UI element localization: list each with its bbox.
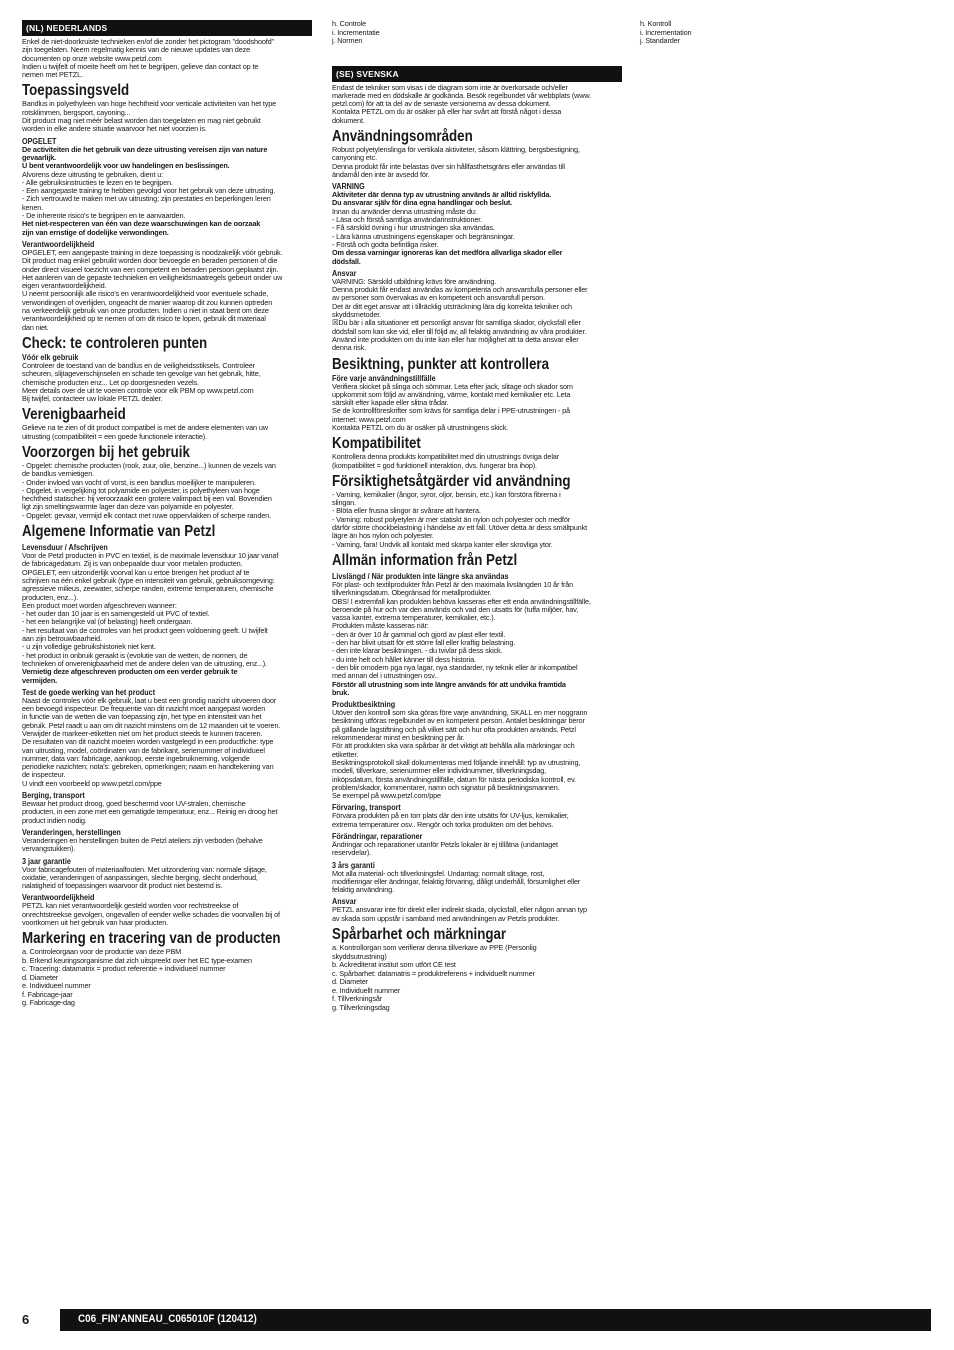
- warning-text: Vernietig deze afgeschreven producten om een verder gebruik te vermijden.: [22, 667, 238, 685]
- intro-text: Enkel de niet-doorkruiste technieken en/of die zonder het pictogram "doodshoofd" zijn toegelaten. Neem regelmatig kennis van de nieuwe updates van deze documenten op onze website www.petzl.com Indien u twijfelt of moeite heeft om het te begrijpen, gelieve dan contact op te nemen met PETZL.: [22, 37, 274, 80]
- document-code: C06_FIN’ANNEAU_C065010F (120412): [78, 1313, 257, 1325]
- subheading: Veranderingen, herstellingen: [22, 827, 121, 837]
- paragraph: VARNING: Särskild utbildning krävs före användning. Denna produkt får endast användas av kompetenta och ansvarsfulla personer eller av personer som övervakas av en kompetent och ansvarsfull person. Det är ditt eget ansvar att i tillräcklig utsträckning lära dig korrekta tekniker och skyddsmetoder. ☒Du bär i alla situationer ett personligt ansvar för samtliga skador, olycksfall eller dödsfall som kan ske vid, eller till följd av, all felaktig användning av våra produkter. Använd inte produkten om du inte kan eller har möjlighet att ta detta ansvar eller denna risk.: [332, 276, 588, 353]
- warning-text: Aktiviteter där denna typ av utrustning används är alltid riskfyllda. Du ansvarar själv för dina egna handlingar och beslut.: [332, 190, 552, 208]
- marking-list: a. Kontrollorgan som verifierar denna tillverkare av PPE (Personlig skyddsutrustning) b. Ackrediterat institut som utfört CE test c. Spårbarhet: datamatris = produktreferens + individuellt nummer d. Diameter e. Individuellt nummer f. Tillverkningsår g. Tillverkningsdag: [332, 943, 537, 1012]
- section-title: Markering en tracering van de producten: [22, 930, 281, 948]
- column-dutch: [22, 18, 312, 1008]
- subheading: Vóór elk gebruik: [22, 352, 79, 362]
- paragraph: Robust polyetylenslinga för vertikala aktiviteter, såsom klättring, bergsbestigning, canyoning etc. Denna produkt får inte belastas över sin hållfasthetsgräns eller användas till ändamål den inte är avsedd för.: [332, 144, 580, 179]
- subheading: Livslängd / När produkten inte längre ska användas: [332, 571, 509, 581]
- page-number: 6: [22, 1312, 30, 1327]
- section-title: Verenigbaarheid: [22, 406, 126, 424]
- paragraph: Förvara produkten på en torr plats där den inte utsätts för UV-ljus, kemikalier, extrema temperaturer osv.. Rengör och torka produkten om det behövs.: [332, 811, 569, 829]
- paragraph: Alvorens deze uitrusting te gebruiken, dient u: - Alle gebruiksinstructies te lezen en te begrijpen. - Een aangepaste training te hebben gevolgd voor het gebruik van deze uitrusting. - Zich vertrouwd te maken met uw uitrusting; zijn prestaties en beperkingen leren kenen. - De inherente risico's te begrijpen en te aanvaarden.: [22, 169, 276, 221]
- subheading: Produktbesiktning: [332, 700, 396, 710]
- subheading: Test de goede werking van het product: [22, 687, 156, 697]
- paragraph: - Opgelet: chemische producten (rook, zuur, olie, benzine...) kunnen de vezels van de bandlus vernietigen. - Onder invloed van vocht of vorst, is een bandlus moeilijker te manipuleren. - Opgelet, in vergelijking tot polyamide en polyester, is polyethyleen van hoge hechtheid statischer: hij veroorzaakt een grotere valimpact bij een val. Bovendien ligt zijn smeltingswarmte lager dan deze van polyamide en polyester. - Opgelet: gevaar, vermijd elk contact met ruwe oppervlakken of scherpe randen.: [22, 460, 276, 520]
- page-footer: [22, 1309, 931, 1331]
- paragraph: Innan du använder denna utrustning måste du: - Läsa och förstå samtliga användarinstruktioner. - Få särskild övning i hur utrustningen ska användas. - Lära känna utrustningens egenskaper och begränsningar. - Förstå och godta befintliga risker.: [332, 206, 515, 249]
- warning-text: De activiteiten die het gebruik van deze uitrusting vereisen zijn van nature gevaarlijk. U bent verantwoordelijk voor uw handelingen en beslissingen.: [22, 144, 268, 171]
- paragraph: Ändringar och reparationer utanför Petzls lokaler är ej tillåtna (undantaget reservdelar).: [332, 839, 558, 858]
- section-title: Spårbarhet och märkningar: [332, 926, 507, 944]
- marking-list-continued: h. Controle i. Incrementatie j. Normen: [332, 19, 380, 45]
- subheading: Före varje användningstillfälle: [332, 373, 436, 383]
- paragraph: Voor fabricagefouten of materiaalfouten. Met uitzondering van: normale slijtage, oxidatie, veranderingen of aanpassingen, slechte berging, slecht onderhoud, nalatigheid of toepassingen waarvoor dit product niet bestemd is.: [22, 864, 267, 891]
- section-title: Allmän information från Petzl: [332, 551, 518, 569]
- section-title: Voorzorgen bij het gebruik: [22, 443, 190, 461]
- paragraph: Veranderingen en herstellingen buiten de Petzl ateliers zijn verboden (behalve vervangstukken).: [22, 835, 263, 854]
- section-title: Besiktning, punkter att kontrollera: [332, 355, 550, 373]
- subheading: Levensduur / Afschrijven: [22, 543, 108, 553]
- subheading: 3 jaar garantie: [22, 856, 71, 866]
- column-continuation: [640, 20, 930, 46]
- subheading: Verantwoordelijkheid: [22, 893, 95, 903]
- paragraph: Naast de controles vóór elk gebruik, laat u best een grondig nazicht uitvoeren door een bevoegd inspecteur. De frequentie van dit nazicht moet aangepast worden in functie van de wetten die van toepassing zijn, het type en intensiteit van het gebruik. Petzl raadt u aan om dit nazicht minstens om de 12 maanden uit te voeren. Verwijder de markeer-etiketten niet om het product steeds te kunnen traceren. De resultaten van dit nazicht moeten worden vastgelegd in een productfiche: type van uitrusting, model, coördinaten van de fabrikant, serienummer of individueel nummer, data van: fabricage, aankoop, eerste ingebruikneming, volgende periodieke nazichten; nota's: gebreken, opmerkingen; naam en handtekening van de inspecteur. U vindt een voorbeeld op www.petzl.com/ppe: [22, 695, 281, 788]
- paragraph: PETZL ansvarar inte för direkt eller indirekt skada, olycksfall, eller någon annan typ av skada som uppstår i samband med användningen av Petzls produkter.: [332, 905, 587, 923]
- paragraph: Gelieve na te zien of dit product compatibel is met de andere elementen van uw uitrusting (compatibiliteit = een goede functionele interactie).: [22, 423, 268, 441]
- subheading: OPGELET: [22, 136, 57, 146]
- paragraph: Voor de Petzl producten in PVC en textiel, is de maximale levensduur 10 jaar vanaf de fabricagedatum. Zij is van onbepaalde duur voor metalen producten. OPGELET, een uitzonderlijk voorval kan u ertoe brengen het product af te schrijven na één enkel gebruik (type en intensiteit van gebruik, gebruiksomgeving: agressieve milieus, zeewater, scherpe randen, extreme temperaturen, chemische producten, enz...). Een product moet worden afgeschreven wanneer: - het ouder dan 10 jaar is en samengesteld uit PVC of textiel. - het een belangrijke val (of belasting) heeft ondergaan. - het resultaat van de controles van het product geen voldoening geeft. U twijfelt aan zijn betrouwbaarheid. - u zijn volledige gebruikshistoriek niet kent. - het product in onbruik geraakt is (evolutie van de wetten, de normen, de technieken of onverenigbaarheid met de andere delen van de uitrusting, enz...).: [22, 551, 279, 668]
- subheading: Förvaring, transport: [332, 803, 401, 813]
- marking-list-continued: h. Kontroll i. Incrementation j. Standarder: [640, 19, 692, 45]
- paragraph: Bandlus in polyethyleen van hoge hechtheid voor verticale activiteiten van het type rotsklimmen, bergsport, cayoning... Dit product mag niet méér belast worden dan toegelaten en mag niet gebruikt worden in elke andere situatie waarvoor het niet voorzien is.: [22, 99, 277, 134]
- subheading: 3 års garanti: [332, 860, 375, 870]
- subheading: Förändringar, reparationer: [332, 831, 423, 841]
- warning-text: Om dessa varningar ignoreras kan det medföra allvarliga skador eller dödsfall.: [332, 248, 563, 266]
- subheading: Ansvar: [332, 268, 357, 278]
- intro-text: Endast de tekniker som visas i de diagram som inte är överkorsade och/eller markerade med en dödskalle är godkända. Besök regelbundet vår webbplats (www. petzl.com) för att ta del av de senaste versionerna av dessa dokument. Kontakta PETZL om du är osäker på eller har svårt att förstå något i dessa dokument.: [332, 82, 591, 125]
- language-header-se: (SE) SVENSKA: [332, 66, 622, 82]
- subheading: Ansvar: [332, 897, 357, 907]
- section-title: Kompatibilitet: [332, 435, 421, 453]
- paragraph: - Varning, kemikalier (ångor, syror, oljor, bensin, etc.) kan förstöra fibrerna i slingan. - Blöta eller frusna slingor är svårare att hantera. - Varning: robust polyetylen är mer statiskt än nylon och polyester och medför därför större chockbelastning i händelse av ett fall. Utöver detta är dess smältpunkt lägre än hos nylon och polyester. - Varning, fara! Undvik all kontakt med skarpa kanter eller skrovliga ytor.: [332, 489, 587, 549]
- section-title: Försiktighetsåtgärder vid användning: [332, 472, 571, 490]
- subheading: VARNING: [332, 182, 365, 192]
- language-header-nl: (NL) NEDERLANDS: [22, 20, 312, 36]
- warning-text: Förstör all utrustning som inte längre används för att undvika framtida bruk.: [332, 679, 566, 697]
- paragraph: PETZL kan niet verantwoordelijk gesteld worden voor rechtstreekse of onrechtstreekse gevolgen, ongevallen of eender welke schades die voorvallen bij of voortkomen uit het gebruik van haar producten.: [22, 901, 280, 928]
- section-title: Användningsområden: [332, 127, 473, 145]
- paragraph: Bewaar het product droog, goed beschermd voor UV-stralen, chemische producten, in een zone met een gematigde temperatuur, enz... Reinig en droog het product indien nodig.: [22, 799, 278, 825]
- column-swedish: [332, 20, 622, 1012]
- paragraph: Verifiera skicket på slinga och sömmar. Leta efter jack, slitage och skador som uppkommit som följd av användning, värme, kontakt med kemikalier etc. Leta särskilt efter kapade eller slitna trådar. Se de kontrollföreskrifter som krävs för samtliga delar i PPE-utrustningen - på internet: www.petzl.com Kontakta PETZL om du är osäker på utrustningens skick.: [332, 381, 573, 432]
- section-title: Algemene Informatie van Petzl: [22, 523, 216, 541]
- paragraph: Utöver den kontroll som ska göras före varje användning, SKALL en mer noggrann besiktning utföras regelbundet av en kompetent person. Antalet besiktningar beror på gällande lagstiftning och på vilket sätt och hur ofta produkten används. Petzl rekommenderar minst en besiktning per år. För att produkten ska vara spårbar är det viktigt att behålla alla märkningar och etiketter. Besiktningsprotokoll skall dokumenteras med följande innehåll: typ av utrustning, modell, tillverkare, serienummer eller individnummer, tillverkningsdag, inköpsdatum, första användningstillfälle, datum för nästa periodiska kontroll, ev. problem/skador, kommentarer, namn och signatur på besiktningsmannen. Se exempel på www.petzl.com/ppe: [332, 708, 588, 801]
- paragraph: Controleer de toestand van de bandlus en de veiligheidsstiksels. Controleer scheuren, slijtageverschijnselen en schade ten gevolge van het gebruik, hitte, chemische producten enz... Let op doorgesneden vezels. Meer details over de uit te voeren controle voor elk PBM op www.petzl.com Bij twijfel, contacteer uw lokale PETZL dealer.: [22, 360, 261, 404]
- warning-text: Het niet-respecteren van één van deze waarschuwingen kan de oorzaak zijn van ernstige of dodelijke verwondingen.: [22, 219, 261, 237]
- paragraph: Mot alla material- och tillverkningsfel. Undantag: normalt slitage, rost, modifieringar eller ändringar, felaktig förvaring, dåligt underhåll, försumlighet eller felaktig användning.: [332, 868, 581, 895]
- paragraph: För plast- och textilprodukter från Petzl är den maximala livslängden 10 år från tillverkningsdatum. Obegränsad för metallprodukter. OBS! I extremfall kan produkten behöva kasseras efter ett enda användningstillfälle, beroende på hur och var den används och vad den utsatts för (tuffa miljöer, hav, vassa kanter, extrema temperaturer, kemikalier, etc.). Produkten måste kasseras när: - den är över 10 år gammal och gjord av plast eller textil. - den har blivit utsatt för ett större fall eller kraftig belastning. - den inte klarar besiktningen. - du tvivlar på dess skick. - du inte helt och hållet känner till dess historia. - den blir omodern pga nya lagar, nya standarder, ny teknik eller är inkompatibel med annan del i utrustningen osv..: [332, 579, 591, 681]
- section-title: Check: te controleren punten: [22, 334, 208, 352]
- footer-bar: [60, 1309, 931, 1331]
- subheading: Berging, transport: [22, 791, 85, 801]
- marking-list: a. Controleorgaan voor de productie van deze PBM b. Erkend keuringsorganisme dat zich uitspreekt over het EC type-examen c. Tracering: datamatrix = product referentie + individueel nummer d. Diameter e. Individueel nummer f. Fabricage-jaar g. Fabricage-dag: [22, 947, 252, 1008]
- section-title: Toepassingsveld: [22, 82, 130, 100]
- subheading: Verantwoordelijkheid: [22, 239, 95, 249]
- paragraph: Kontrollera denna produkts kompatibilitet med din utrustnings övriga delar (kompatibilitet = god funktionell interaktion, dvs. fungerar bra ihop).: [332, 452, 559, 470]
- paragraph: OPGELET, een aangepaste training in deze toepassing is noodzakelijk vóór gebruik. Dit product mag enkel gebruikt worden door bevoegde en beraden personen of die onder direct visueel toezicht van een competent en beraden persoon geplaatst zijn. Het aanleren van de gepaste technieken en veiligheidsmaatregels gebeurt onder uw eigen verantwoordelijkheid. U neemt persoonlijk alle risico's en verantwoordelijkheid voor eventuele schade, verwondingen of overlijden, ongeacht de manier waarop dit zou kunnen optreden na verkeerdelijk gebruik van onze producten. Indien u niet in staat bent om deze verantwoordelijkheid op te nemen of om dit risico te lopen, gebruik dit materiaal dan niet.: [22, 247, 283, 332]
